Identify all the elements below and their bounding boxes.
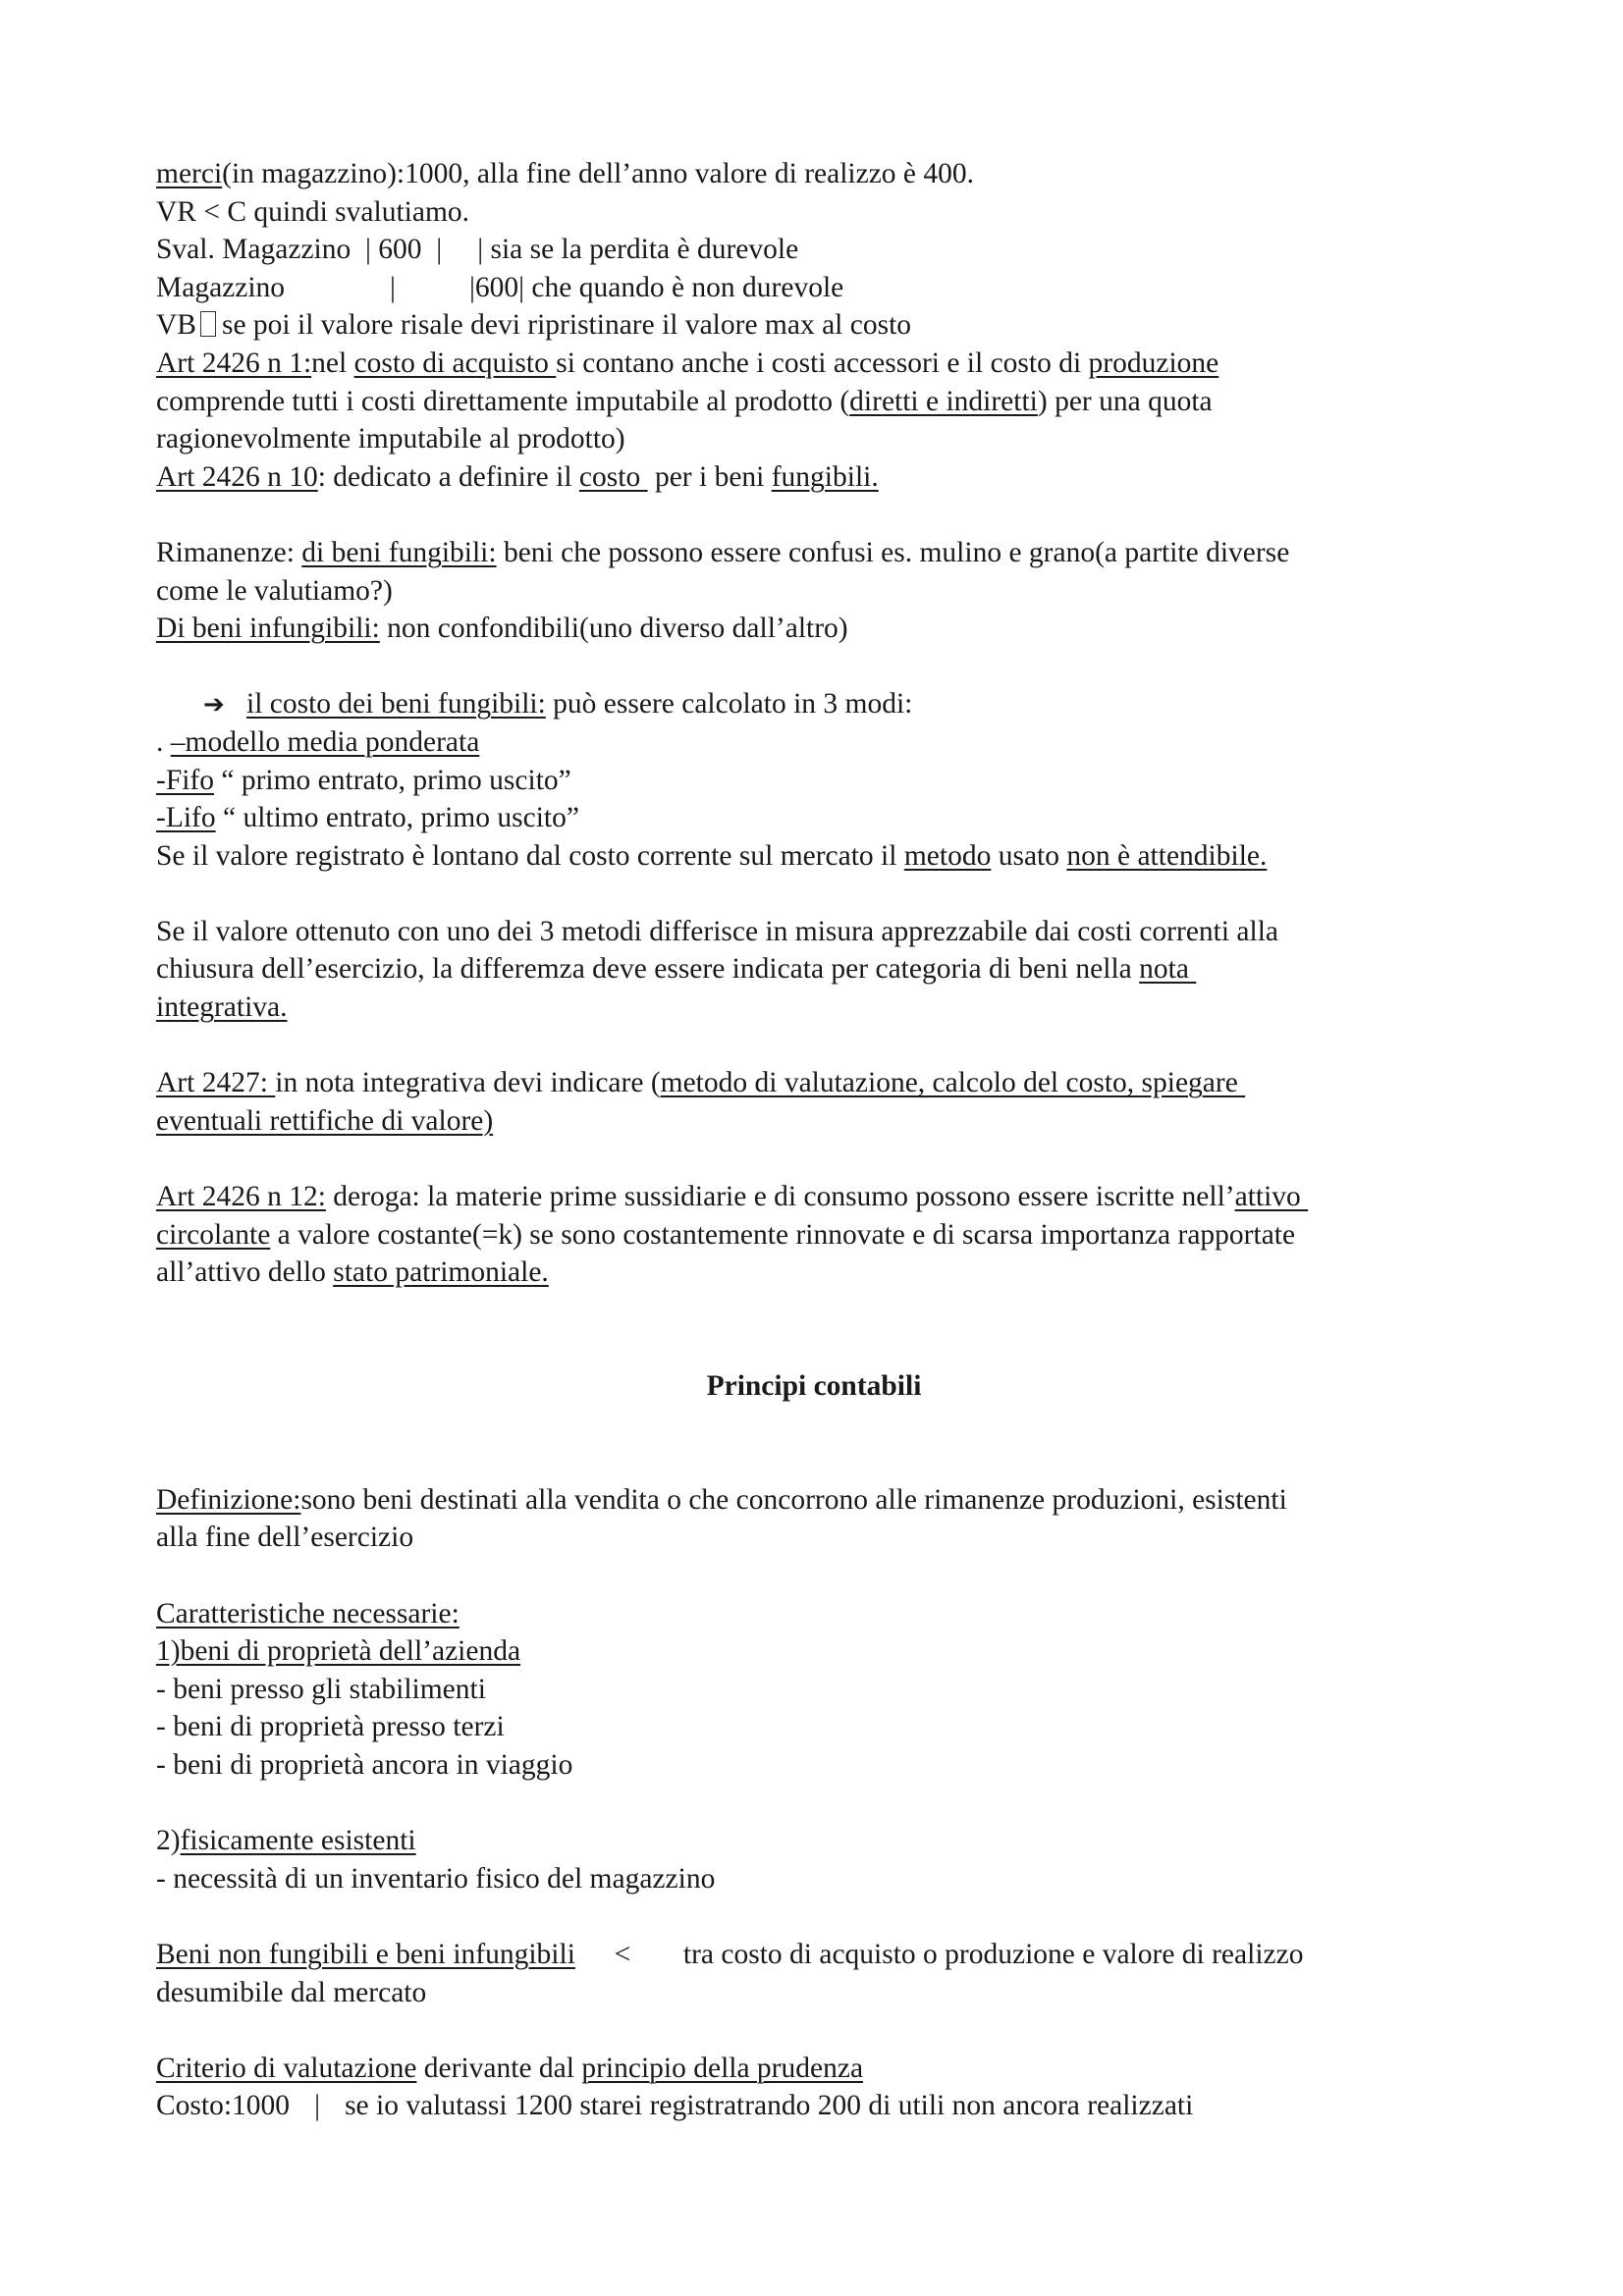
text-line: desumibile dal mercato — [156, 1976, 427, 2008]
text-line: Definizione:sono beni destinati alla vendita o che concorrono alle rimanenze produzioni, esistenti — [156, 1483, 1287, 1516]
text-line: all’attivo dello stato patrimoniale. — [156, 1256, 549, 1289]
text-line: 2)fisicamente esistenti — [156, 1825, 416, 1857]
text-line: eventuali rettifiche di valore) — [156, 1104, 494, 1137]
text-line: integrativa. — [156, 991, 288, 1024]
missing-glyph-icon — [200, 311, 216, 337]
text-line: 1)beni di proprietà dell’azienda — [156, 1635, 521, 1668]
text-line: Art 2426 n 12: deroga: la materie prime sussidiarie e di consumo possono essere iscritte nell’attivo — [156, 1181, 1309, 1213]
text-line: circolante a valore costante(=k) se sono costantemente rinnovate e di scarsa importanza rapportate — [156, 1218, 1296, 1251]
text-line: merci(in magazzino):1000, alla fine dell’anno valore di realizzo è 400. — [156, 158, 975, 189]
list-item: - beni presso gli stabilimenti — [156, 1673, 486, 1705]
text-line: Se il valore ottenuto con uno dei 3 metodi differisce in misura apprezzabile dai costi correnti alla — [156, 915, 1279, 947]
text-line: Sval. Magazzino | 600 | | sia se la perdita è durevole — [156, 234, 799, 266]
text-line: ragionevolmente imputabile al prodotto) — [156, 423, 625, 455]
text-line: -Lifo “ ultimo entrato, primo uscito” — [156, 802, 579, 834]
text-line: -Fifo “ primo entrato, primo uscito” — [156, 764, 571, 796]
text-line: VB se poi il valore risale devi ripristinare il valore max al costo — [156, 309, 912, 342]
text-line: VR < C quindi svalutiamo. — [156, 195, 470, 228]
text-line: Criterio di valutazione derivante dal principio della prudenza — [156, 2052, 864, 2084]
text-line: comprende tutti i costi direttamente imputabile al prodotto (diretti e indiretti) per una quota — [156, 385, 1213, 417]
text-line: Di beni infungibili: non confondibili(uno diverso dall’altro) — [156, 613, 848, 645]
text-line: Art 2426 n 10: dedicato a definire il costo per i beni fungibili. — [156, 460, 879, 493]
text-line: Caratteristiche necessarie: — [156, 1597, 460, 1629]
text-line: Art 2427: in nota integrativa devi indicare (metodo di valutazione, calcolo del costo, spiegare — [156, 1067, 1246, 1099]
text-line: Magazzino | |600| che quando è non durevole — [156, 271, 844, 303]
document-page — [156, 155, 1472, 2125]
section-heading: Principi contabili — [706, 1370, 922, 1402]
text-line: Se il valore registrato è lontano dal costo corrente sul mercato il metodo usato non è attendibile. — [156, 839, 1268, 872]
list-item: - necessità di un inventario fisico del magazzino — [156, 1862, 716, 1895]
list-item: - beni di proprietà ancora in viaggio — [156, 1748, 573, 1781]
text-line: . –modello media ponderata — [156, 725, 480, 758]
bullet-line: ➔ il costo dei beni fungibili: può essere calcolato in 3 modi: — [156, 685, 1472, 723]
text-line: Art 2426 n 1:nel costo di acquisto si contano anche i costi accessori e il costo di produzione — [156, 347, 1219, 379]
text-line: chiusura dell’esercizio, la differemza deve essere indicata per categoria di beni nella nota — [156, 953, 1197, 986]
text-line: alla fine dell’esercizio — [156, 1522, 414, 1554]
text-line: come le valutiamo?) — [156, 574, 393, 607]
text-line: Rimanenze: di beni fungibili: beni che possono essere confusi es. mulino e grano(a partite diverse — [156, 536, 1290, 568]
list-item: - beni di proprietà presso terzi — [156, 1711, 505, 1743]
text-line: Costo:1000 | se io valutassi 1200 starei registratrando 200 di utili non ancora realizzati — [156, 2090, 1194, 2122]
arrow-right-icon: ➔ — [203, 690, 225, 721]
underlined-text: fisicamente esistenti — [180, 1825, 416, 1857]
text-line: Beni non fungibili e beni infungibili < tra costo di acquisto o produzione e valore di realizzo — [156, 1938, 1304, 1970]
